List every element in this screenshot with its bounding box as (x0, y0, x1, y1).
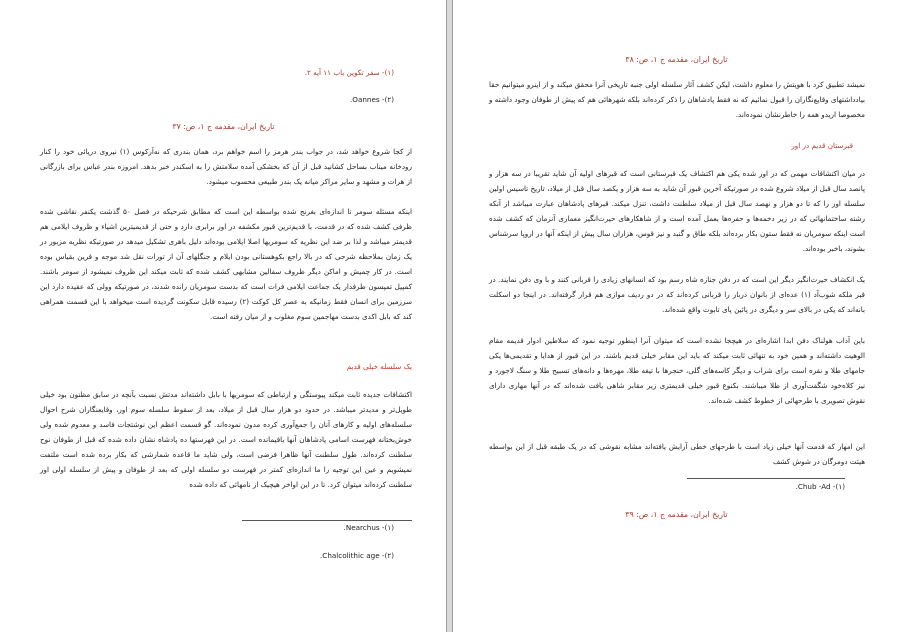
paragraph-2: در میان اکتشافات مهمی که در اور شده یکی هم اکتشاف یک قبرستانی است که قبرهای اولیه آن شاید تقریبا در سه هزار و پانصد سال قبل از میلاد شروع شده در صورتیکه آخرین قبور آن شاید به سه هزار و یکصد سال قبل از میلاد، تاریخ تاسیس اولین سلسله اور را که تا دو هزار و نهصد سال قبل از میلاد سلطنت داشت، تنزل میکند. قبرهای پادشاهان عبارت میباشد از آنکه رشته ساختمانهائی که در زیر دخمه‌ها و حفره‌ها بعمل آمده است و از شاهکارهای حیرت‌انگیز معماری آنزمان که کشف شده است اینکه سومریان نه فقط ستون بکار برده‌اند بلکه طاق و گنبد و نیز قوس، هزاران سال پیش از اینکه آنها در اروپا سرشناس بشوند، باخبر بوده‌اند. (489, 169, 865, 253)
top-heading: تاریخ ایران، مقدمه ج ۱، ص: ۳۸ (625, 55, 728, 64)
paragraph-3: اکتشافات جدیده ثابت میکند پیوستگی و ارتباطی که سومریها با بابل داشته‌اند مدتش نسبت بآنچه در سابق مظنون بود خیلی طویل‌تر و مدیدتر میباشد. در حدود دو هزار سال قبل از میلاد، بعد از سقوط سلسله سوم اور، وقایعنگاران شرح احوال سلسله‌های اولیه و کارهای آنان را جمع‌آوری کرده مدون نموده‌اند. گو قسمت اعظم این نوشتجات فاسد و معدوم شده ولی خوش‌بختانه فهرست اسامی پادشاهان آنها باقیمانده است. در این فهرستها ده پادشاه نشان داده شده که قبل از طوفان نوح سلطنت کرده‌اند. طول سلطنت آنها ظاهرا فرضی است، ولی شاید ما قاعده شمارشی که بکار برده شده است ملتفت نمیشویم و عین این توجیه را ما اندازه‌ای کمتر در فهرست دو سلسله اولی که بعد از طوفان و پیش از سلسله اولی اور سلطنت کرده‌اند میتوان کرد. تا در این اواخر هیچیک از نامهائی که داده شده (40, 390, 412, 489)
section-subheading: قبرستان قدیم در اور (791, 141, 853, 150)
footnote-4: (۲)- Chalcolithic age. (320, 551, 394, 560)
footnote-1: (۱)- سفر تکوین باب ۱۱ آیه ۲. (304, 68, 394, 77)
right-page (452, 0, 899, 632)
source-heading: تاریخ ایران، مقدمه ج ۱، ص: ۳۷ (172, 122, 275, 131)
footnote-rule (687, 478, 845, 479)
bottom-heading: تاریخ ایران، مقدمه ج ۱، ص: ۳۹ (625, 510, 728, 519)
paragraph-2: اینکه مسئله سومر تا اندازه‌ای بغرنج شده بواسطه این است که مطابق شرحیکه در فصل ۵۰ گذشت یکنفر نقاشی شده ظرفی کشف شده که در قدمت، با قدیم‌ترین قبور مکشفه در اور برابری دارد و حتی از قدیمیترین اشیاء و ظروف ایلامی هم قدیمتر میباشد و لذا بر ضد این نظریه که سومریها اصلا ایلامی بوده‌اند دلیل باهری تشکیل میدهد در صورتیکه نظریه مزبور در یک زمان بملاحظه شرحی که در بالا راجع بکوهستانی بودن ایلام و جنگلهای آن از تورات نقل شد موجه و قرین بقیاس بوده است. در کار چمیش و اماکن دیگر ظروف سفالین مشابهی کشف شده که ثابت میکند این ظروف نمیشود از سومر باشند. کمپیل تمپسون طرفدار یک جماعت ایلامی فرات است که بدست سومریان رانده شدند، در صورتیکه وولی که عقیده دارد این سرزمین برای انسان فقط زمانیکه به عصر کل کوکت (۲) رسیده قابل سکونت گردیده است میخواهد با این قسمت همراهی کند که بابل اکدی بدست مهاجمین سوم مغلوب و از میان رفته است. (40, 207, 413, 321)
footnote-rule (242, 520, 412, 521)
paragraph-1: نمیشد تطبیق کرد با هویتش را معلوم داشت، لیکن کشف آثار سلسله اولی جنبه تاریخی آنرا محقق میکند و از اینرو میتوانیم حقا بیادداشتهای وقایع‌نگاران را قبول نمائیم که نه فقط پادشاهان را ذکر کرده‌اند بلکه شهرهائی هم که پیش از طوفان وجود داشته و مخصوصا اریدو همه را خاطرنشان نموده‌اند. (489, 80, 865, 119)
footnote-3: (۱)- Nearchus. (343, 523, 394, 532)
paragraph-5: این امهار که قدمت آنها خیلی زیاد است با طرحهای خطی آرایش یافته‌اند مشابه نقوشی که در یک طبقه قبل از این بواسطه هیئت دومرگان در شوش کشف (489, 442, 865, 466)
paragraph-1: از کجا شروع خواهد شد، در جواب بندر هرمز را اسم خواهم برد، همان بندری که نه‌آرکوس (۱) نیروی دریائی خود را کنار رودخانه میناب بساحل کشانید قبل از آن که بخشکی آمده سلامتش را به اسکندر خبر بدهد. امروزه بندر عباس برای بازرگانی از هرات و مشهد و سایر مراکز میانه یک بندر طبیعی محسوب میشود. (40, 147, 412, 186)
paragraph-4: باین آداب هولناک دفن ابدا اشاره‌ای در هیچجا نشده است که میتوان آنرا اینطور توجیه نمود که سلاطین ادوار قدیمه مقام الوهیت داشته‌اند و همین خود به تنهائی ثابت میکند که باید این مقابر خیلی قدیم باشند. در این قبور از هدایا و تقدیمی‌ها یکی جامهای طلا و نقره است برای شراب و دیگر کاسه‌های گلی، خنجرها با تیغه طلا، مهره‌ها و دانه‌های تسبیح طلا و سنگ لاجورد و نیز کلاه‌خود شگفت‌آوری از طلا میباشند. بکنوع قبور خیلی قدیمتری زیر مقابر شاهی یافت شده‌اند که در آنها مهاری دارای نقوش تصویری با طرحهائی از خطوط کشف شده‌اند. (489, 336, 865, 405)
footnote-1: (۱)- Chub -Ad. (795, 482, 845, 491)
paragraph-3: یک انکشاف حیرت‌انگیز دیگر این است که در دفن جنازه شاه رسم بود که انسانهای زیادی را قربانی کنند و با وی دفن نمایند. در قبر ملکه شوب‌آد (۱) عده‌ای از بانوان دربار را قربانی کرده‌اند که در دو ردیف موازی هم قرار گرفته‌اند. در اینجا دو اسکلت بانه‌اند که یکی در بالای سر و دیگری در پائین پای تابوت واقع شده‌اند. (489, 275, 865, 314)
footnote-2: (۲)- Oannes. (349, 95, 394, 104)
left-page (0, 0, 447, 632)
section-subheading: یک سلسله خیلی قدیم (346, 362, 412, 371)
